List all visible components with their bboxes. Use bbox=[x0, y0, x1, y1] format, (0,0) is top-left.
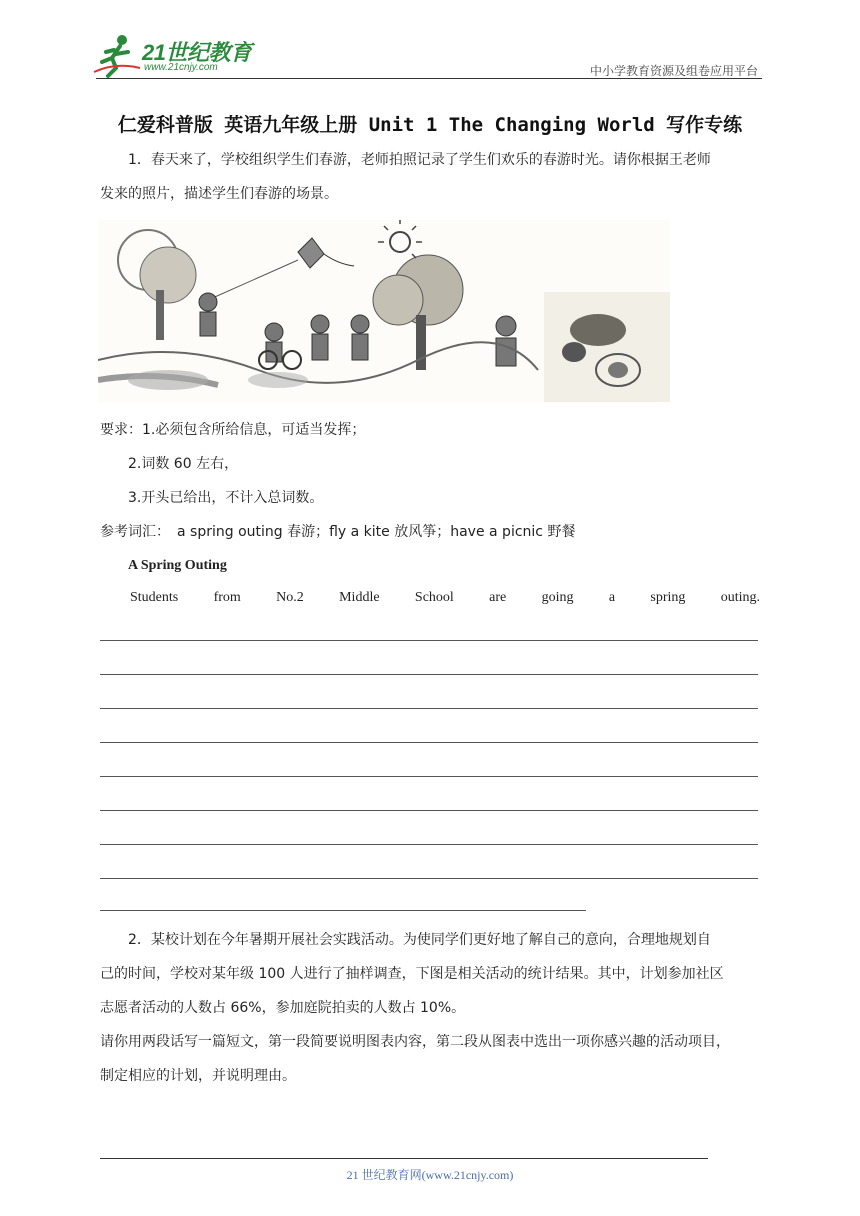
header-divider bbox=[96, 78, 762, 79]
opening-word: spring bbox=[650, 590, 686, 605]
site-logo bbox=[92, 32, 262, 80]
q1-requirement-3: 3.开头已给出，不计入总词数。 bbox=[128, 490, 324, 506]
answer-line[interactable] bbox=[100, 674, 758, 675]
q2-prompt-line-3: 志愿者活动的人数占 66%，参加庭院拍卖的人数占 10%。 bbox=[100, 1000, 466, 1016]
opening-word: a bbox=[608, 590, 616, 605]
essay-title: A Spring Outing bbox=[128, 558, 227, 573]
opening-word: Middle bbox=[339, 590, 380, 605]
answer-line[interactable] bbox=[100, 640, 758, 641]
footer-divider bbox=[100, 1158, 708, 1159]
q1-requirement-1: 要求：1.必须包含所给信息，可适当发挥； bbox=[100, 422, 366, 438]
opening-word: going bbox=[541, 590, 574, 605]
opening-word: outing. bbox=[720, 590, 760, 605]
q2-prompt-line-1: 2．某校计划在今年暑期开展社会实践活动。为使同学们更好地了解自己的意向，合理地规划自 bbox=[128, 932, 711, 948]
answer-line[interactable] bbox=[100, 844, 758, 845]
answer-line[interactable] bbox=[100, 742, 758, 743]
opening-word: No.2 bbox=[276, 590, 304, 605]
q1-prompt-line-1: 1．春天来了，学校组织学生们春游，老师拍照记录了学生们欢乐的春游时光。请你根据王老师 bbox=[128, 152, 711, 168]
platform-name: 中小学教育资源及组卷应用平台 bbox=[589, 64, 758, 78]
q1-requirement-2: 2.词数 60 左右， bbox=[128, 456, 239, 472]
logo-subtext: www.21cnjy.com bbox=[144, 62, 218, 73]
essay-opening-line bbox=[130, 590, 760, 606]
opening-word: from bbox=[213, 590, 241, 605]
answer-line[interactable] bbox=[100, 878, 758, 879]
footer-link[interactable]: 21 世纪教育网(www.21cnjy.com) bbox=[346, 1168, 514, 1182]
opening-word: are bbox=[489, 590, 507, 605]
q1-prompt-line-2: 发来的照片，描述学生们春游的场景。 bbox=[100, 186, 338, 202]
answer-line[interactable] bbox=[100, 910, 586, 911]
answer-line[interactable] bbox=[100, 708, 758, 709]
q2-prompt-line-5: 制定相应的计划，并说明理由。 bbox=[100, 1068, 296, 1084]
spring-outing-sketch bbox=[98, 220, 670, 402]
runner-icon bbox=[92, 32, 142, 78]
logo-text: 21世纪教育 bbox=[142, 40, 252, 65]
q2-prompt-line-2: 己的时间，学校对某年级 100 人进行了抽样调查，下图是相关活动的统计结果。其中，计划参加社区 bbox=[100, 966, 724, 982]
q1-vocabulary: 参考词汇： a spring outing 春游；fly a kite 放风筝；have a picnic 野餐 bbox=[100, 524, 576, 540]
opening-word: School bbox=[414, 590, 454, 605]
page-title: 仁爱科普版 英语九年级上册 Unit 1 The Changing World 写作专练 bbox=[117, 114, 743, 136]
answer-line[interactable] bbox=[100, 776, 758, 777]
answer-line[interactable] bbox=[100, 810, 758, 811]
opening-word: Students bbox=[130, 590, 179, 605]
q2-prompt-line-4: 请你用两段话写一篇短文，第一段简要说明图表内容，第二段从图表中选出一项你感兴趣的活动项目， bbox=[100, 1034, 730, 1050]
